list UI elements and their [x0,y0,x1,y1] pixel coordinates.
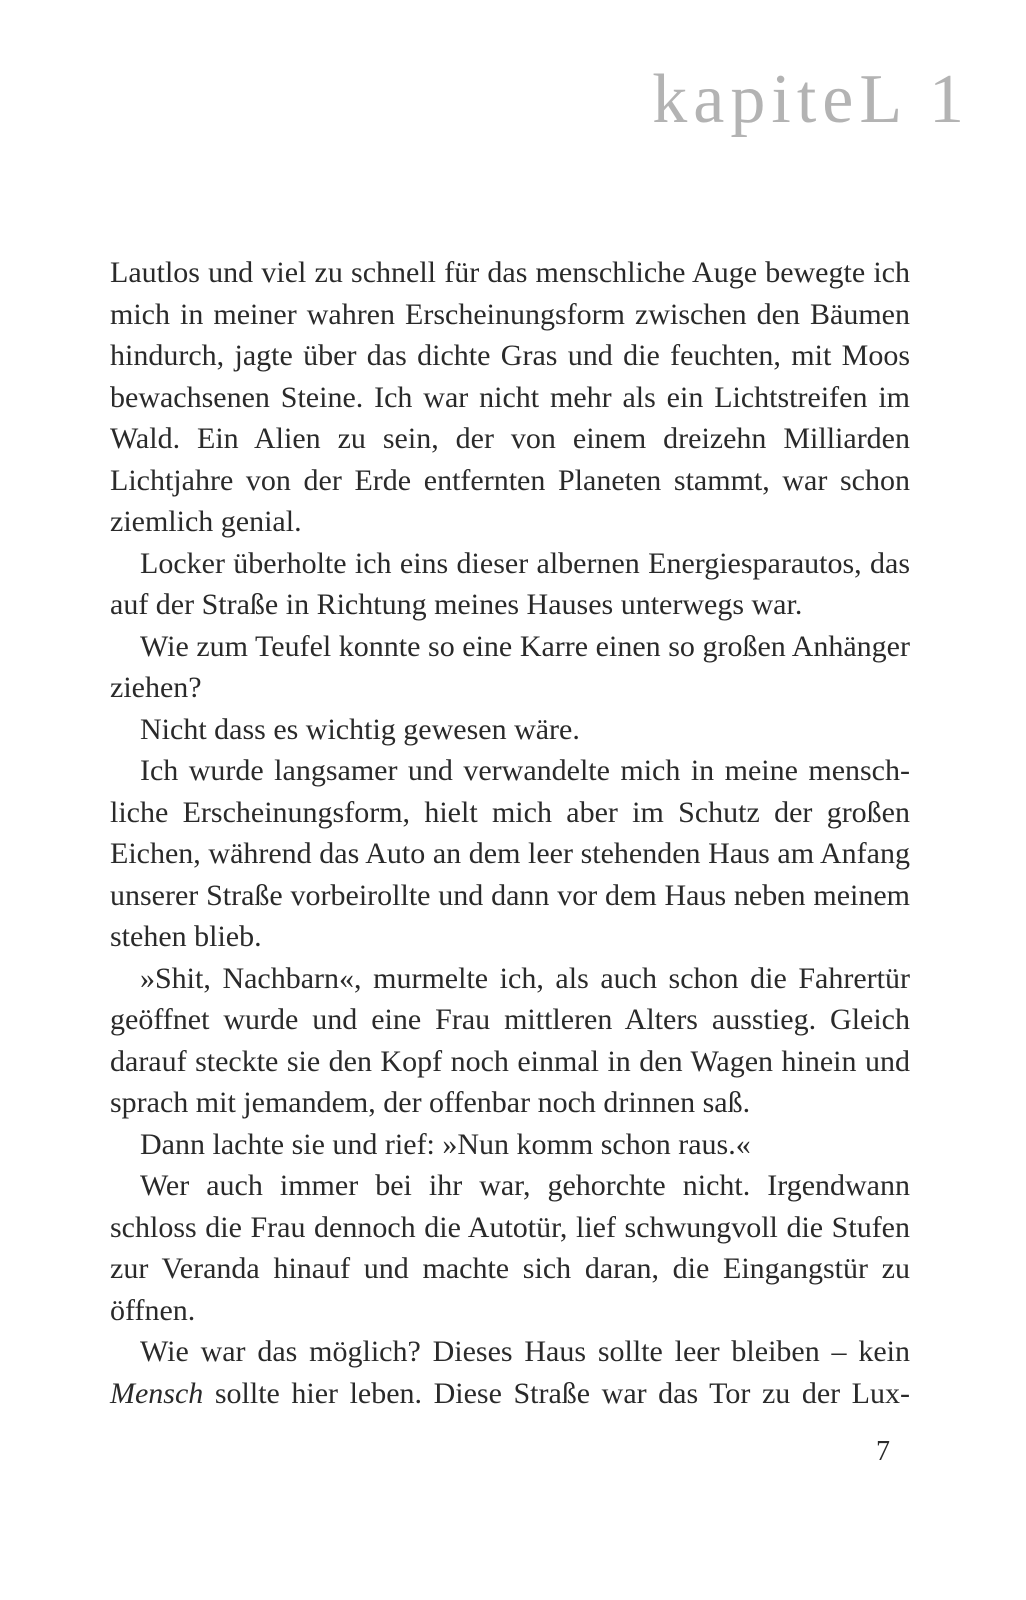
text-run: sollte hier leben. Diese Straße war das Tor zu der Lux- [203,1376,910,1410]
paragraph: Locker überholte ich eins dieser albernen Energiesparautos, das auf der Straße in Richtung meines Hauses unterwegs war. [110,546,910,621]
paragraph-continued [110,1331,910,1414]
paragraph: Nicht dass es wichtig gewesen wäre. [140,712,580,746]
paragraph: Wer auch immer bei ihr war, gehorchte nicht. Irgendwann schloss die Frau dennoch die Autotür, lief schwungvoll die Stufen zur Veranda hinauf und machte sich daran, die Eingangstür zu öffnen. [110,1169,910,1327]
paragraph: Dann lachte sie und rief: »Nun komm schon raus.« [140,1127,751,1161]
chapter-heading: kapiteL 1 [652,61,970,138]
page-number: 7 [876,1436,890,1467]
body-text [110,252,910,1414]
paragraph: Ich wurde langsamer und verwandelte mich in meine menschliche Erscheinungsform, hielt mich aber im Schutz der großen Eichen, während das Auto an dem leer stehenden Haus am Anfang unserer Straße vorbeirollte und dann vor dem Haus neben meinem stehen blieb. [110,754,910,953]
paragraph: »Shit, Nachbarn«, murmelte ich, als auch schon die Fahrertür geöffnet wurde und eine Frau mittleren Alters ausstieg. Gleich darauf steckte sie den Kopf noch einmal in den Wagen hinein und sprach mit jemandem, der offenbar noch drinnen saß. [110,961,910,1119]
paragraph: Lautlos und viel zu schnell für das menschliche Auge bewegte ich mich in meiner wahren Erscheinungsform zwischen den Bäumen hindurch, jagte über das dichte Gras und die feuchten, mit Moos bewachsenen Steine. Ich war nicht mehr als ein Lichtstreifen im Wald. Ein Alien zu sein, der von einem dreizehn Milliarden Lichtjahre von der Erde entfernten Planeten stammt, war schon ziemlich genial. [110,256,910,538]
text-run: Wie war das möglich? Dieses Haus sollte leer bleiben – kein [140,1335,910,1368]
italic-word: Mensch [110,1376,204,1410]
paragraph: Wie zum Teufel konnte so eine Karre einen so großen Anhänger ziehen? [110,629,910,704]
